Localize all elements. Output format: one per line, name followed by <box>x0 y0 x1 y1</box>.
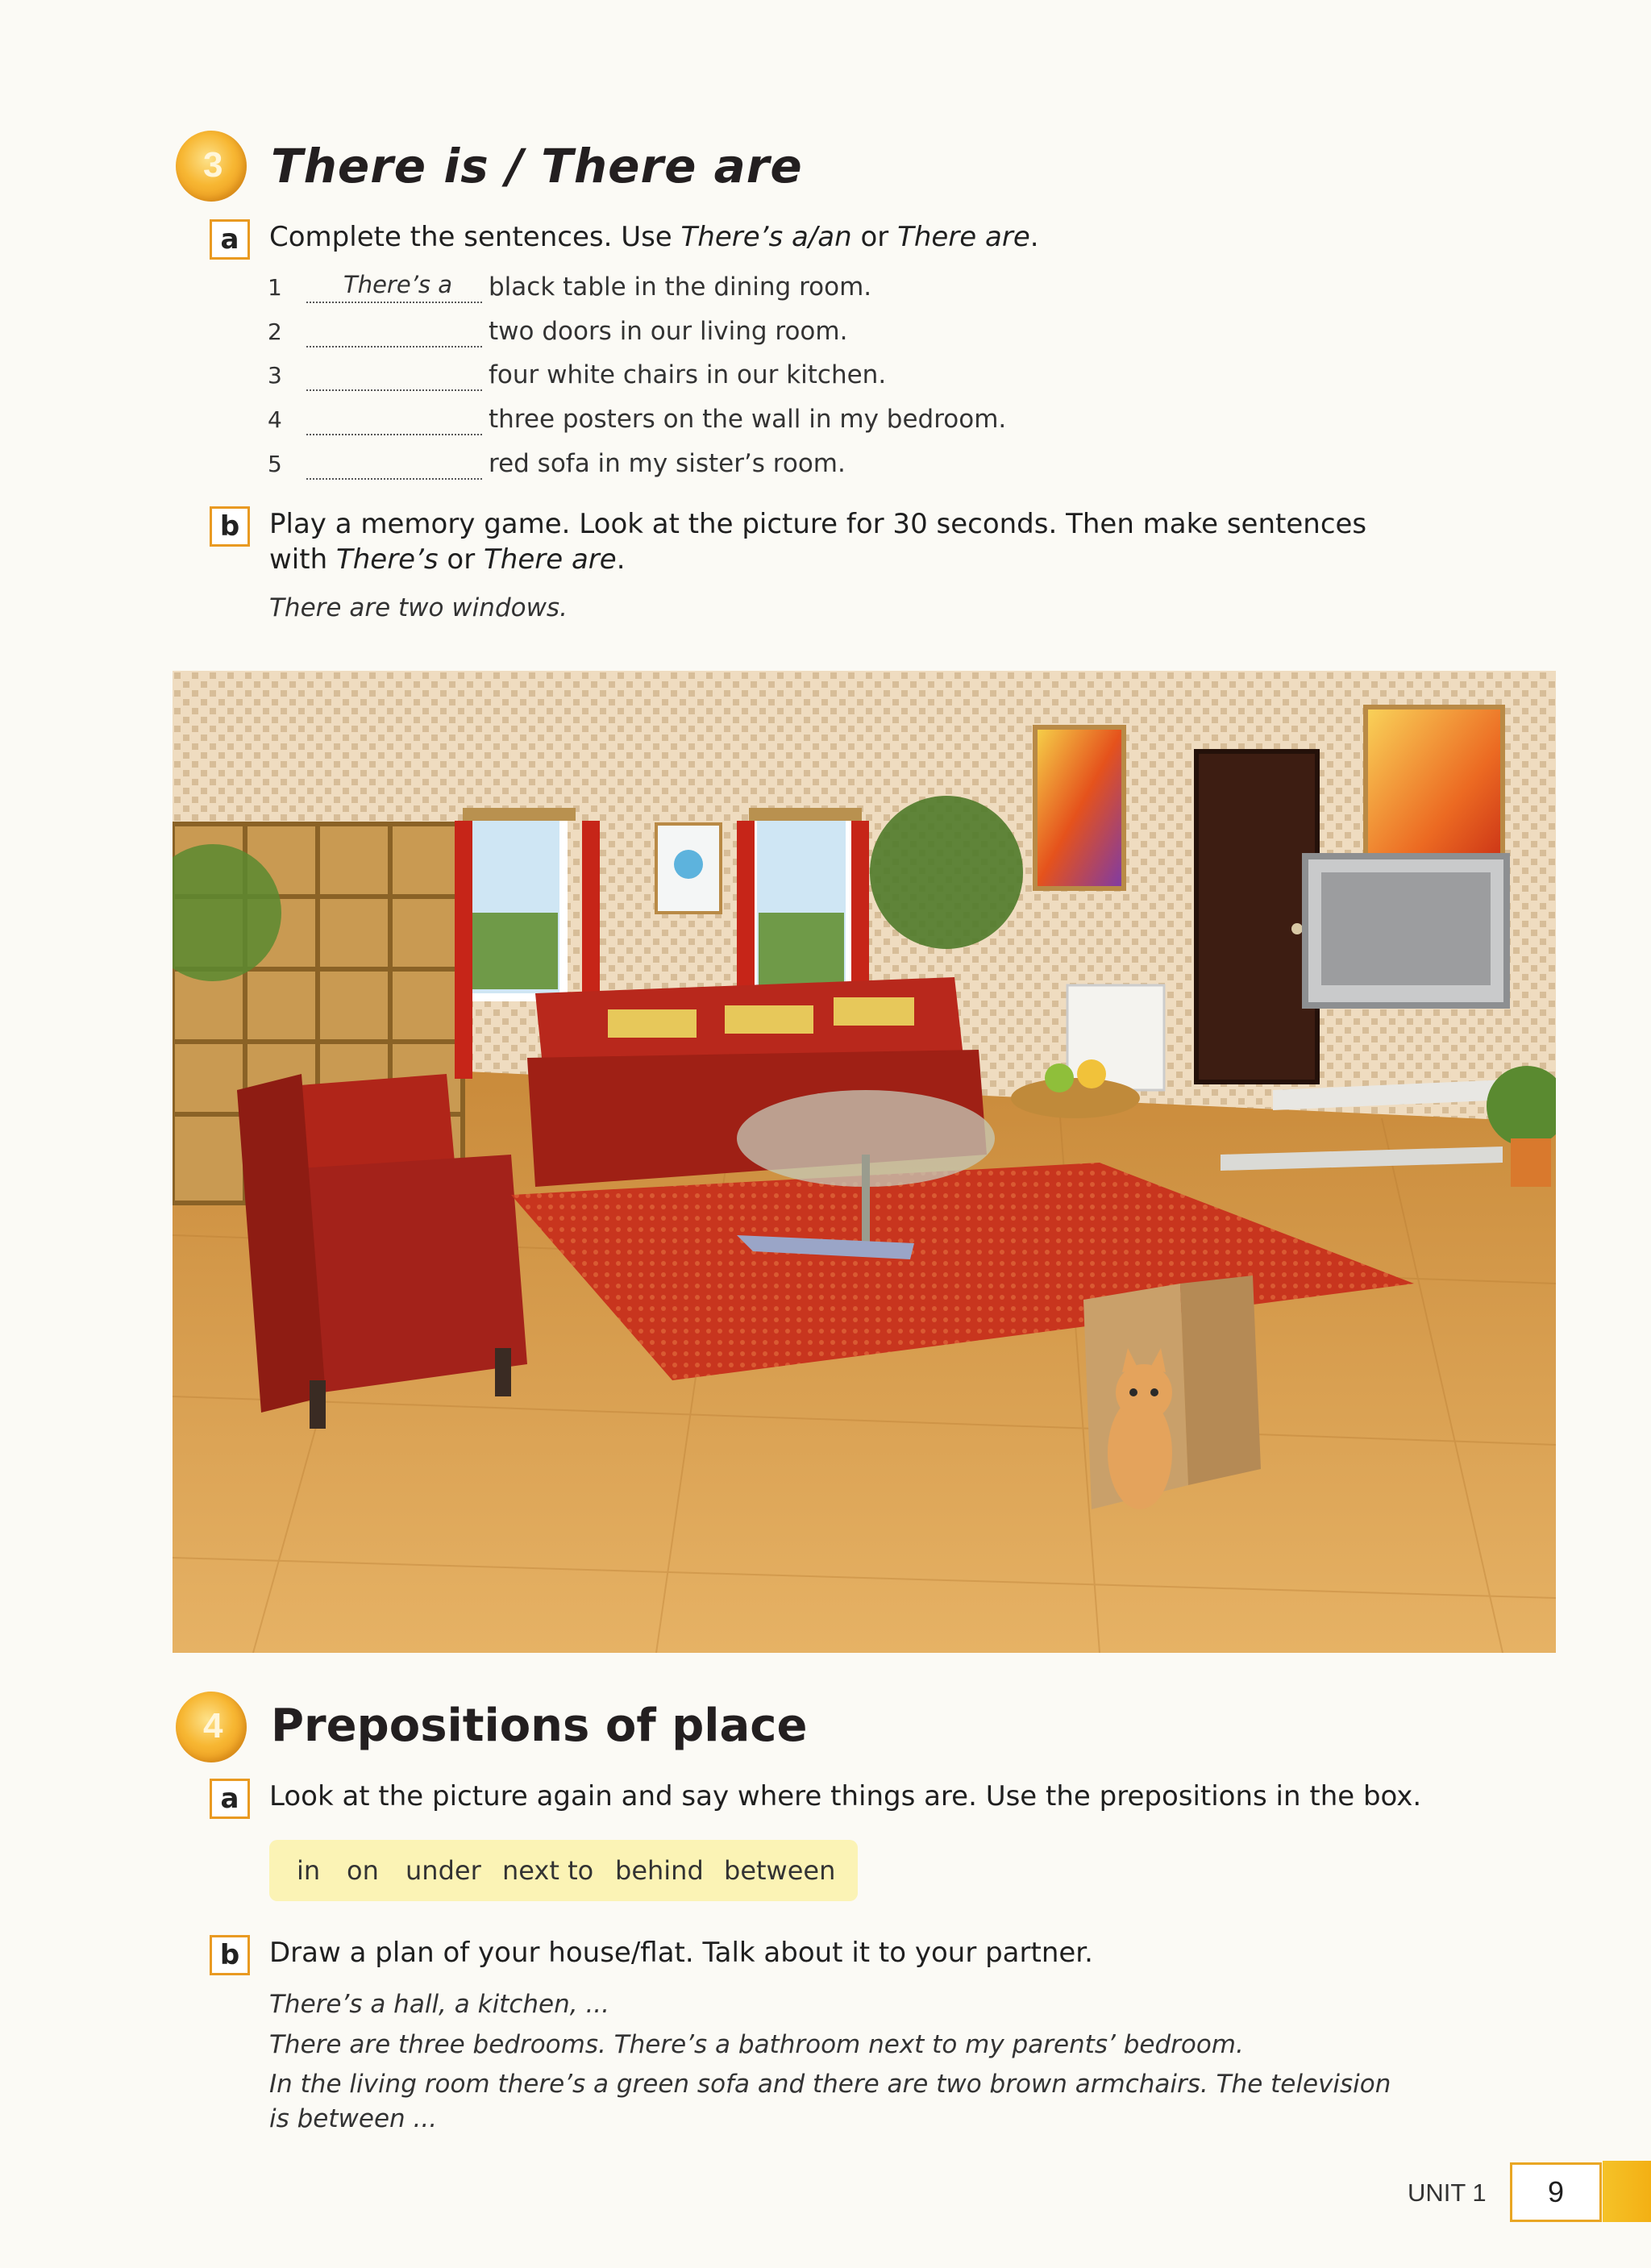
section-3-number: 3 <box>203 145 223 185</box>
exercise-3b-instruction-line1: Play a memory game. Look at the picture for 30 seconds. Then make sentences <box>269 508 1367 540</box>
page-number: 9 <box>1510 2162 1602 2222</box>
exercise-4b-example: There’s a hall, a kitchen, ... <box>269 1990 610 2019</box>
answer-blank[interactable] <box>306 359 482 391</box>
exercise-4a-label: a <box>210 1779 250 1819</box>
exercise-3b-instruction-line2: with There’s or There are. <box>269 543 626 576</box>
section-3-badge <box>176 131 247 202</box>
section-3-title: There is / There are <box>271 139 803 194</box>
preposition-item: on <box>347 1855 379 1886</box>
answer-blank[interactable] <box>306 271 482 303</box>
preposition-item: under <box>405 1855 481 1886</box>
living-room-picture <box>173 671 1556 1653</box>
exercise-4b-example: is between ... <box>269 2104 438 2133</box>
answer-blank[interactable] <box>306 403 482 435</box>
page-edge-tab <box>1603 2161 1651 2222</box>
exercise-4b-label: b <box>210 1935 250 1975</box>
exercise-4b-example: In the living room there’s a green sofa and there are two brown armchairs. The television <box>269 2070 1391 2099</box>
item-sentence: four white chairs in our kitchen. <box>489 360 887 389</box>
answer-blank[interactable] <box>306 447 482 480</box>
preposition-item: in <box>297 1855 321 1886</box>
answer-blank[interactable] <box>306 315 482 347</box>
exercise-4a-instruction: Look at the picture again and say where things are. Use the prepositions in the box. <box>269 1780 1422 1812</box>
section-4-number: 4 <box>203 1706 223 1746</box>
exercise-3b-example: There are two windows. <box>269 593 568 622</box>
exercise-3a-label: a <box>210 219 250 260</box>
answer-text: There’s a <box>343 271 453 298</box>
unit-label: UNIT 1 <box>1408 2179 1487 2207</box>
exercise-3b-label: b <box>210 506 250 547</box>
item-sentence: three posters on the wall in my bedroom. <box>489 405 1007 434</box>
exercise-3a-instruction: Complete the sentences. Use There’s a/an or There are. <box>269 221 1039 253</box>
item-sentence: red sofa in my sister’s room. <box>489 449 846 478</box>
preposition-item: next to <box>502 1855 594 1886</box>
item-number: 5 <box>268 451 282 477</box>
section-4-title: Prepositions of place <box>271 1700 808 1752</box>
item-sentence: black table in the dining room. <box>489 273 872 302</box>
exercise-4b-example: There are three bedrooms. There’s a bathroom next to my parents’ bedroom. <box>269 2030 1244 2059</box>
preposition-item: behind <box>615 1855 704 1886</box>
section-4-badge <box>176 1692 247 1762</box>
item-number: 1 <box>268 274 282 301</box>
item-number: 2 <box>268 318 282 345</box>
preposition-item: between <box>724 1855 836 1886</box>
exercise-4b-instruction: Draw a plan of your house/flat. Talk about it to your partner. <box>269 1937 1093 1969</box>
item-number: 4 <box>268 406 282 433</box>
item-number: 3 <box>268 362 282 389</box>
item-sentence: two doors in our living room. <box>489 317 848 346</box>
